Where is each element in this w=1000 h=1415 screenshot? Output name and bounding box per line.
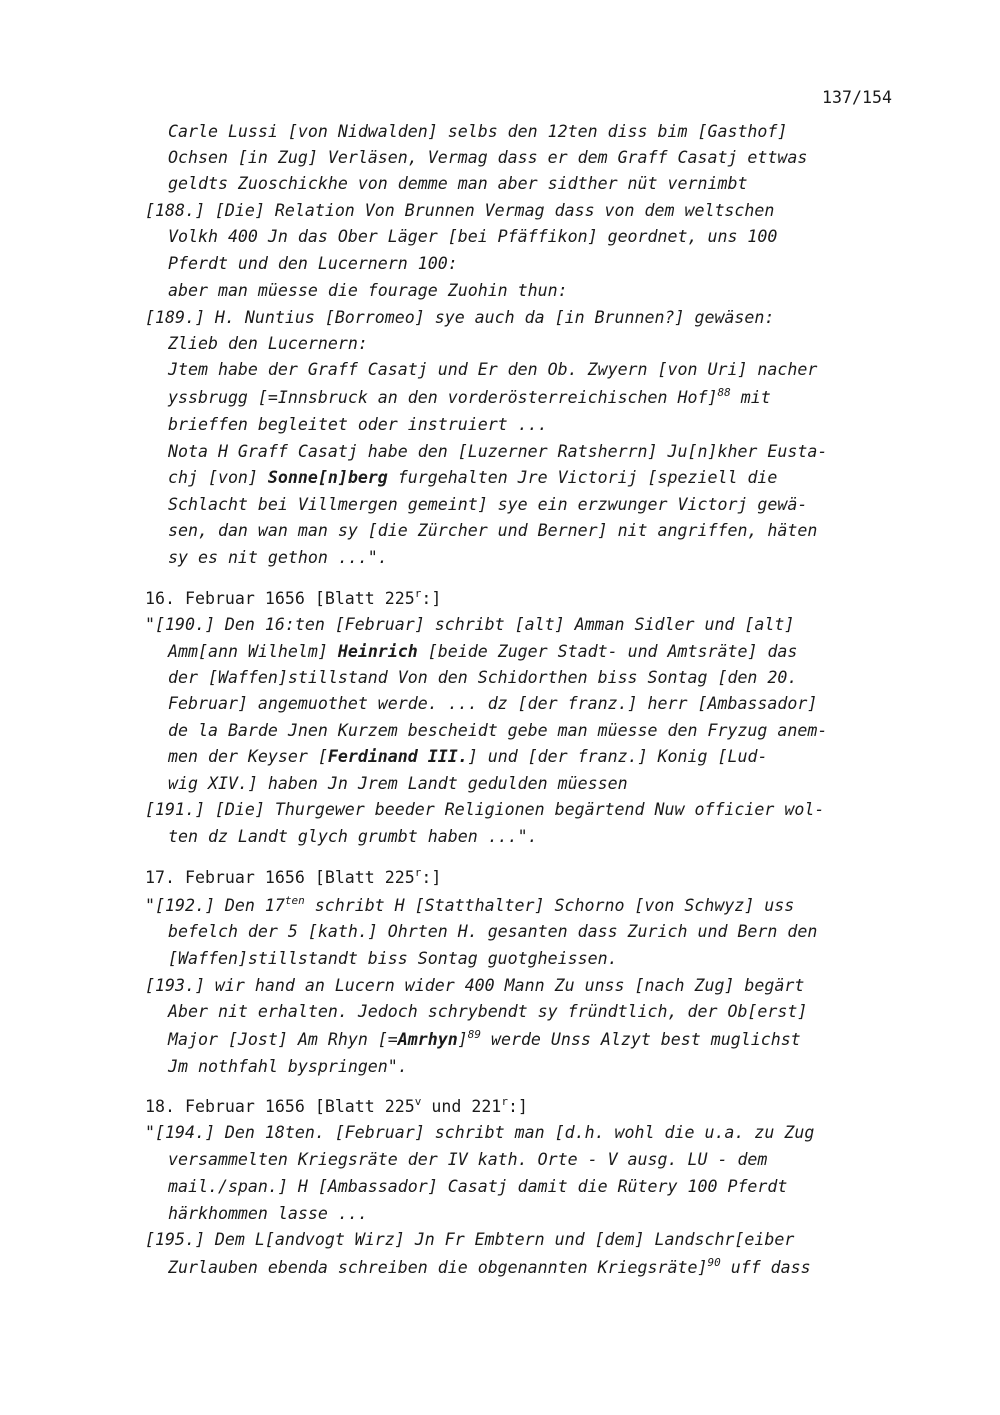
text-run: aber man müesse die fourage Zuohin thun: — [168, 281, 568, 300]
text-run: sen, dan wan man sy [die Zürcher und Berner] nit angriffen, häten — [168, 521, 818, 540]
text-line — [168, 721, 827, 741]
text-run: "[192.] Den 17 — [145, 896, 285, 915]
text-line — [168, 122, 787, 142]
text-line — [168, 774, 628, 794]
text-run: Nota H Graff Casatj habe den [Luzerner Ratsherrn] Ju[n]kher Eusta- — [168, 442, 828, 461]
text-line — [168, 1204, 368, 1224]
text-line — [168, 1258, 811, 1278]
bold-name: Ferdinand III. — [327, 747, 468, 766]
text-line — [168, 360, 817, 380]
date-heading — [145, 868, 441, 888]
text-line — [145, 800, 824, 820]
text-run: [195.] Dem L[andvogt Wirz] Jn Fr Embtern und [dem] Landschr[eiber — [145, 1230, 795, 1249]
text-run: Schlacht bei Villmergen gemeint] sye ein erzwunger Victorj gewä- — [168, 495, 808, 514]
text-line — [168, 1150, 767, 1170]
superscript: 89 — [467, 1028, 481, 1041]
text-run: versammelten Kriegsräte der IV kath. Orte - V ausg. LU - dem — [168, 1150, 768, 1169]
superscript: 90 — [707, 1256, 721, 1269]
text-run: Major [Jost] Am Rhyn [= — [168, 1030, 398, 1049]
text-run: ] — [457, 1030, 468, 1049]
text-line — [168, 1177, 787, 1197]
text-run: und 221 — [421, 1097, 502, 1116]
superscript: ten — [284, 894, 305, 907]
superscript: r — [414, 866, 422, 879]
text-line — [168, 415, 548, 435]
text-run: 16. Februar 1656 [Blatt 225 — [145, 589, 415, 608]
text-line — [168, 254, 458, 274]
text-run: Ochsen [in Zug] Verläsen, Vermag dass er dem Graff Casatj ettwas — [168, 148, 808, 167]
text-run: schribt H [Statthalter] Schorno [von Schwyz] uss — [304, 896, 795, 915]
text-run: Amm[ann Wilhelm] — [168, 642, 338, 661]
text-line — [145, 896, 794, 916]
text-run: :] — [421, 868, 442, 887]
text-run: Zlieb den Lucernern: — [168, 334, 368, 353]
text-run: ten dz Landt glych grumbt haben ...". — [168, 827, 538, 846]
bold-name: Sonne[n]berg — [267, 468, 388, 487]
text-line — [168, 668, 797, 688]
text-line — [168, 334, 368, 354]
text-run: geldts Zuoschickhe von demme man aber sidther nüt vernimbt — [168, 174, 748, 193]
text-line — [168, 922, 817, 942]
text-run: [beide Zuger Stadt- und Amtsräte] das — [417, 642, 798, 661]
text-run: [189.] H. Nuntius [Borromeo] sye auch da [in Brunnen?] gewäsen: — [145, 308, 775, 327]
text-run: Zurlauben ebenda schreiben die obgenannten Kriegsräte] — [168, 1258, 708, 1277]
text-line — [168, 1057, 408, 1077]
text-line — [145, 976, 804, 996]
superscript: r — [501, 1095, 508, 1108]
text-line — [168, 548, 388, 568]
text-line — [168, 521, 817, 541]
text-line — [168, 388, 771, 408]
text-run: [191.] [Die] Thurgewer beeder Religionen begärtend Nuw officier wol- — [145, 800, 825, 819]
date-heading — [145, 1097, 528, 1117]
text-run: Volkh 400 Jn das Ober Läger [bei Pfäffikon] geordnet, uns 100 — [168, 227, 778, 246]
text-run: befelch der 5 [kath.] Ohrten H. gesanten dass Zurich und Bern den — [168, 922, 818, 941]
text-run: [188.] [Die] Relation Von Brunnen Vermag dass von dem weltschen — [145, 201, 775, 220]
text-run: uff dass — [720, 1258, 811, 1277]
text-line — [168, 747, 767, 767]
text-run: de la Barde Jnen Kurzem bescheidt gebe man müesse den Fryzug anem- — [168, 721, 828, 740]
text-line — [145, 308, 774, 328]
text-run: men der Keyser [ — [168, 747, 328, 766]
text-line — [168, 694, 817, 714]
text-run: :] — [421, 589, 442, 608]
text-run: 18. Februar 1656 [Blatt 225 — [145, 1097, 415, 1116]
text-line — [168, 468, 777, 488]
text-run: "[190.] Den 16:ten [Februar] schribt [alt] Amman Sidler und [alt] — [145, 615, 795, 634]
text-run: Jtem habe der Graff Casatj und Er den Ob. Zwyern [von Uri] nacher — [168, 360, 818, 379]
text-run: :] — [507, 1097, 528, 1116]
superscript: v — [414, 1095, 422, 1108]
text-line — [145, 1123, 814, 1143]
text-run: 17. Februar 1656 [Blatt 225 — [145, 868, 415, 887]
superscript: 88 — [717, 386, 731, 399]
text-line — [168, 1002, 807, 1022]
text-line — [145, 615, 794, 635]
superscript: r — [414, 587, 422, 600]
text-run: [193.] wir hand an Lucern wider 400 Mann Zu unss [nach Zug] begärt — [145, 976, 805, 995]
text-run: härkhommen lasse ... — [168, 1204, 368, 1223]
text-run: yssbrugg [=Innsbruck an den vorderösterreichischen Hof] — [168, 388, 718, 407]
text-line — [168, 827, 538, 847]
text-line — [145, 201, 774, 221]
text-run: wig XIV.] haben Jn Jrem Landt gedulden müessen — [168, 774, 628, 793]
text-run: [Waffen]stillstandt biss Sontag guotgheissen. — [168, 949, 618, 968]
text-run: mit — [730, 388, 771, 407]
text-run: werde Unss Alzyt best muglichst — [480, 1030, 801, 1049]
text-line — [168, 281, 568, 301]
page-number: 137/154 — [822, 88, 892, 107]
text-run: brieffen begleitet oder instruiert ... — [168, 415, 548, 434]
text-run: Februar] angemuothet werde. ... dz [der franz.] herr [Ambassador] — [168, 694, 818, 713]
text-run: chj [von] — [168, 468, 268, 487]
text-line — [168, 642, 797, 662]
text-run: Aber nit erhalten. Jedoch schrybendt sy fründtlich, der Ob[erst] — [168, 1002, 808, 1021]
bold-name: Heinrich — [337, 642, 418, 661]
text-line — [168, 174, 747, 194]
text-line — [168, 442, 827, 462]
text-run: der [Waffen]stillstand Von den Schidorthen biss Sontag [den 20. — [168, 668, 798, 687]
text-line — [168, 949, 618, 969]
text-line — [168, 227, 777, 247]
text-run: ] und [der franz.] Konig [Lud- — [467, 747, 768, 766]
text-run: Jm nothfahl byspringen". — [168, 1057, 408, 1076]
text-line — [145, 1230, 794, 1250]
text-run: sy es nit gethon ...". — [168, 548, 388, 567]
text-line — [168, 148, 807, 168]
text-run: Carle Lussi [von Nidwalden] selbs den 12ten diss bim [Gasthof] — [168, 122, 788, 141]
text-run: mail./span.] H [Ambassador] Casatj damit die Rütery 100 Pferdt — [168, 1177, 788, 1196]
text-line — [168, 495, 807, 515]
text-line — [168, 1030, 801, 1050]
date-heading — [145, 589, 441, 609]
text-run: "[194.] Den 18ten. [Februar] schribt man [d.h. wohl die u.a. zu Zug — [145, 1123, 815, 1142]
text-run: furgehalten Jre Victorij [speziell die — [387, 468, 778, 487]
text-run: Pferdt und den Lucernern 100: — [168, 254, 458, 273]
bold-name: Amrhyn — [397, 1030, 458, 1049]
